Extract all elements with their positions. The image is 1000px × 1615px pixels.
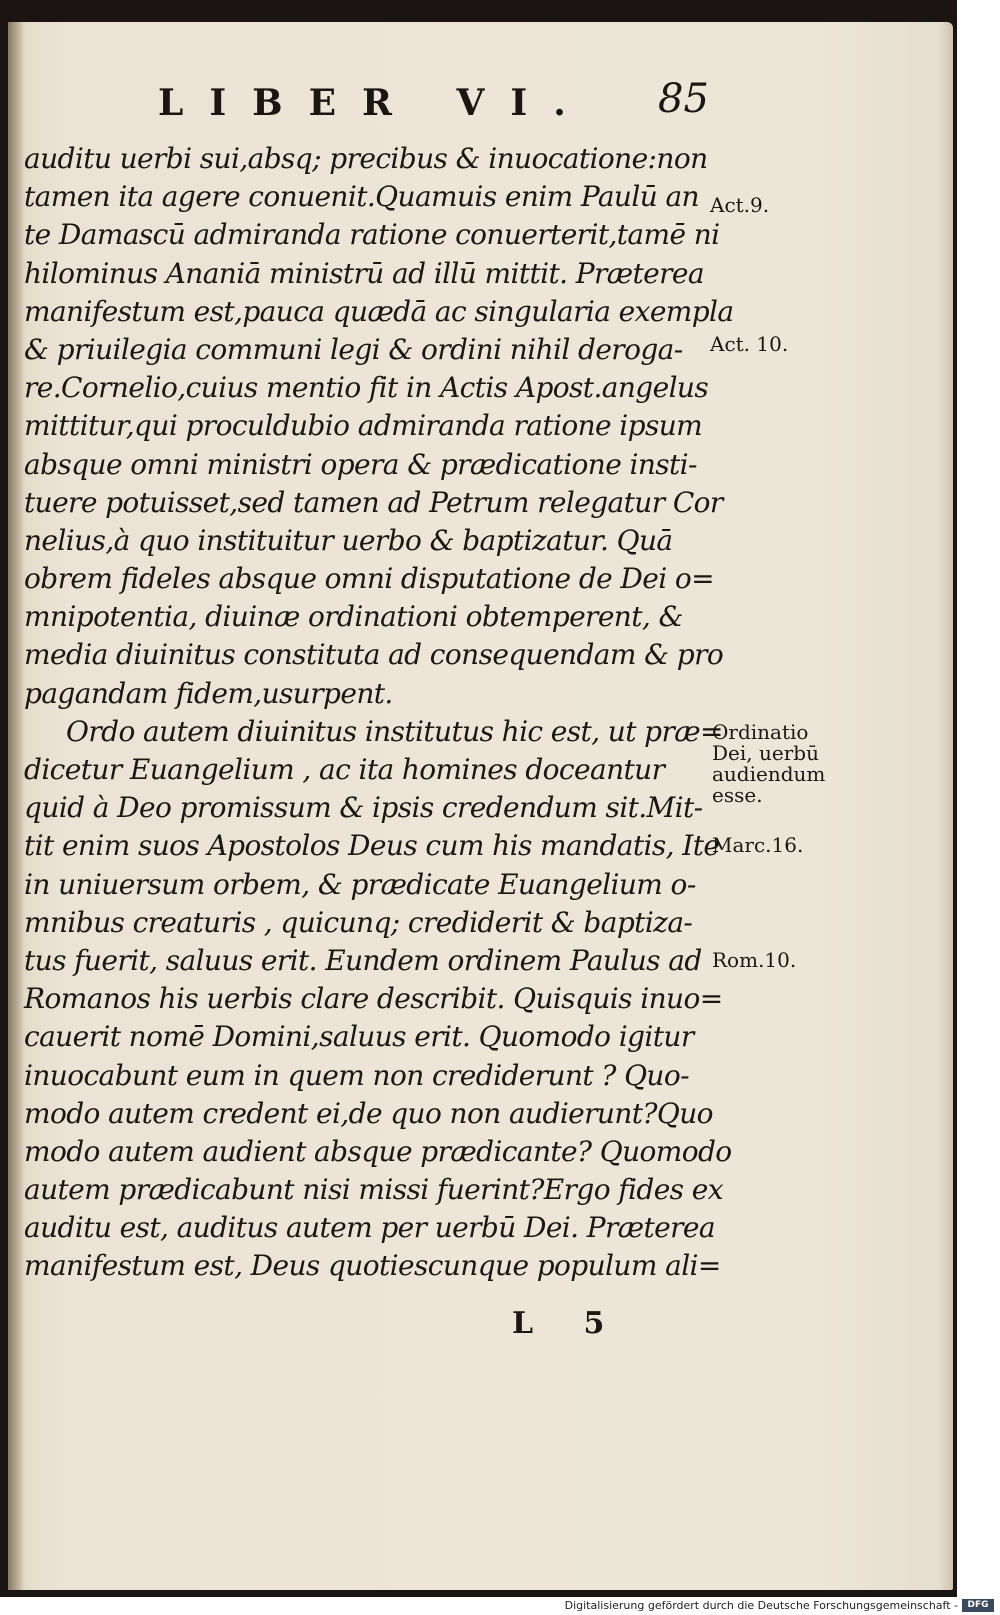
text-line: in uniuersum orbem, & prædicate Euangelium o- xyxy=(24,867,696,901)
running-head: LIBER VI. xyxy=(158,82,592,124)
text-line: tuere potuisset,sed tamen ad Petrum relegatur Cor xyxy=(24,485,723,519)
note-line: audiendum xyxy=(712,762,826,786)
text-line: re.Cornelio,cuius mentio fit in Actis Apost.angelus xyxy=(24,371,709,405)
text-line: tamen ita agere conuenit.Quamuis enim Paulū an xyxy=(24,180,699,214)
signature-mark: L 5 xyxy=(512,1306,625,1341)
text-line: media diuinitus constituta ad consequendam & pro xyxy=(24,638,724,672)
text-line: te Damascū admiranda ratione conuerterit,tamē ni xyxy=(24,218,720,252)
footer-credit: Digitalisierung gefördert durch die Deutsche Forschungsgemeinschaft - xyxy=(564,1599,958,1612)
text-line: nelius,à quo instituitur uerbo & baptizatur. Quā xyxy=(24,523,673,557)
marginal-note-ordinatio xyxy=(712,722,825,806)
text-line: modo autem credent ei,de quo non audierunt?Quo xyxy=(24,1096,713,1130)
text-line: modo autem audient absque prædicante? Quomodo xyxy=(24,1134,732,1168)
marginal-note-act10: Act. 10. xyxy=(710,332,789,356)
text-line: hilominus Ananiā ministrū ad illū mittit. Præterea xyxy=(24,256,704,290)
text-line: manifestum est, Deus quotiescunque populum ali= xyxy=(24,1249,721,1283)
text-line: obrem fideles absque omni disputatione de Dei o= xyxy=(24,562,715,596)
text-line: cauerit nomē Domini,saluus erit. Quomodo igitur xyxy=(24,1020,694,1054)
text-line: dicetur Euangelium , ac ita homines doceantur xyxy=(24,753,665,786)
text-line: Romanos his uerbis clare describit. Quisquis inuo= xyxy=(24,982,723,1016)
text-line: tus fuerit, saluus erit. Eundem ordinem Paulus ad xyxy=(24,943,702,977)
text-line: mittitur,qui proculdubio admiranda ratione ipsum xyxy=(24,409,703,443)
page-number: 85 xyxy=(658,76,709,122)
note-line: Ordinatio xyxy=(712,720,809,744)
main-text-block xyxy=(24,140,734,1286)
text-line: mnipotentia, diuinæ ordinationi obtemperent, & xyxy=(24,600,683,634)
text-line: auditu uerbi sui,absq; precibus & inuocatione:non xyxy=(24,142,708,175)
text-line: inuocabunt eum in quem non crediderunt ? Quo- xyxy=(24,1058,689,1092)
text-line: & priuilegia communi legi & ordini nihil deroga- xyxy=(24,332,683,366)
spine-shadow xyxy=(8,22,24,1590)
note-line: Dei, uerbū xyxy=(712,741,819,765)
text-line: mnibus creaturis , quicunq; crediderit & baptiza- xyxy=(24,905,693,939)
text-line: auditu est, auditus autem per uerbū Dei. Præterea xyxy=(24,1211,715,1245)
text-line: absque omni ministri opera & prædicatione insti- xyxy=(24,447,697,481)
note-line: esse. xyxy=(712,783,763,807)
dfg-logo-icon: DFG xyxy=(962,1599,994,1612)
text-line: manifestum est,pauca quædā ac singularia exempla xyxy=(24,294,734,328)
text-line: tit enim suos Apostolos Deus cum his mandatis, Ite xyxy=(24,829,720,863)
marginal-note-rom: Rom.10. xyxy=(712,948,797,972)
text-line: autem prædicabunt nisi missi fuerint?Ergo fides ex xyxy=(24,1173,723,1207)
text-line: quid à Deo promissum & ipsis credendum sit.Mit- xyxy=(24,791,703,825)
marginal-note-marc: Marc.16. xyxy=(712,833,804,857)
text-line: Ordo autem diuinitus institutus hic est, ut præ= xyxy=(66,714,723,748)
marginal-note-act9: Act.9. xyxy=(710,193,770,217)
text-line: pagandam fidem,usurpent. xyxy=(24,676,393,710)
